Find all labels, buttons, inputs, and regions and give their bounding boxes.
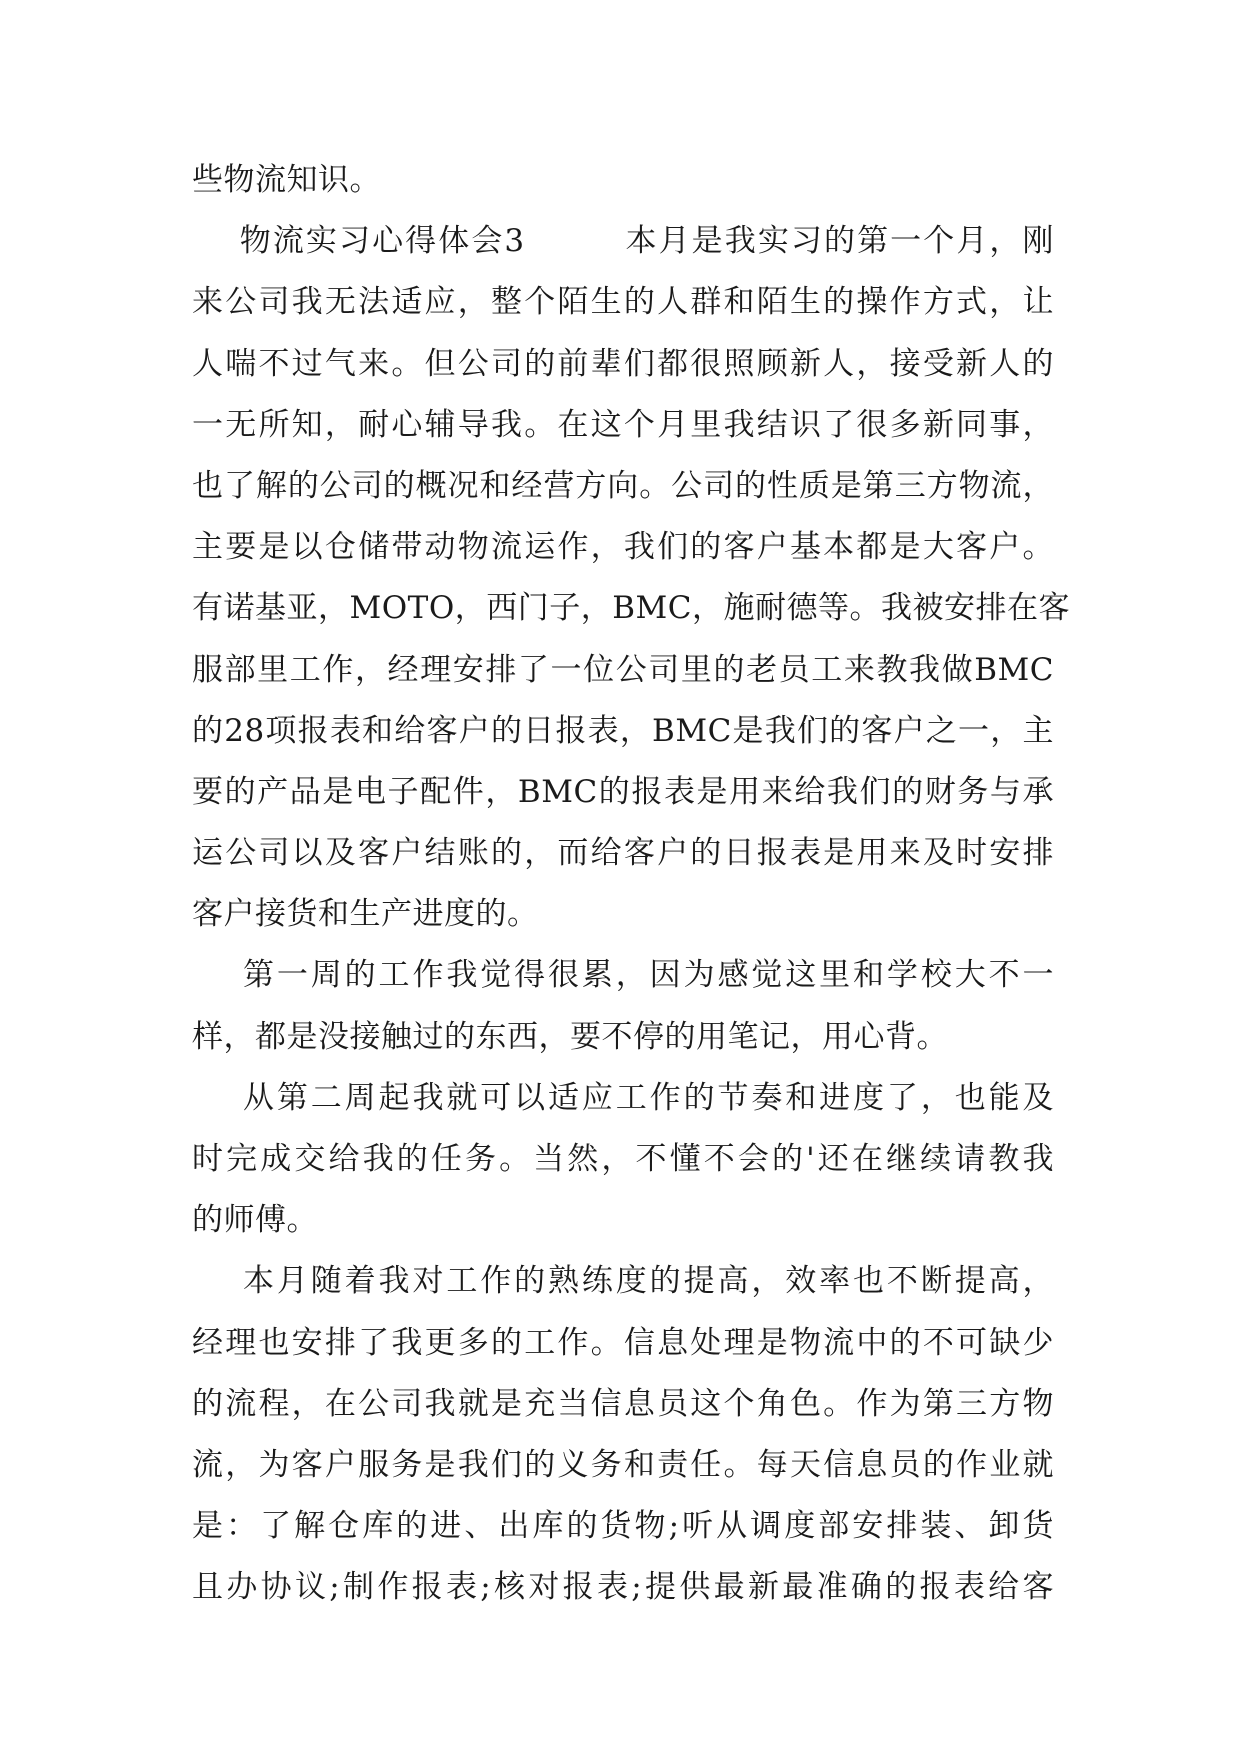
text-line: 是：了解仓库的进、出库的货物;听从调度部安排装、卸货 (192, 1508, 1054, 1545)
text-line: 样，都是没接触过的东西，要不停的用笔记，用心背。 (192, 1018, 948, 1055)
text-line: 的流程，在公司我就是充当信息员这个角色。作为第三方物 (192, 1385, 1054, 1422)
text-line: 客户接货和生产进度的。 (192, 896, 539, 933)
text-line: 且办协议;制作报表;核对报表;提供最新最准确的报表给客 (192, 1569, 1054, 1606)
text-line: 的师傅。 (192, 1202, 318, 1239)
text-line: 来公司我无法适应，整个陌生的人群和陌生的操作方式，让 (192, 284, 1054, 321)
text-line: 的28项报表和给客户的日报表，BMC是我们的客户之一，主 (192, 712, 1054, 749)
text-line: 也了解的公司的概况和经营方向。公司的性质是第三方物流， (192, 467, 1054, 504)
text-line: 时完成交给我的任务。当然，不懂不会的'还在继续请教我 (192, 1141, 1054, 1177)
text-line: 些物流知识。 (192, 162, 381, 198)
document-body-text (192, 150, 1070, 1619)
text-line: 有诺基亚，MOTO，西门子，BMC，施耐德等。我被安排在客 (192, 590, 1070, 627)
text-line: 服部里工作，经理安排了一位公司里的老员工来教我做BMC (192, 651, 1054, 688)
text-line: 运公司以及客户结账的，而给客户的日报表是用来及时安排 (192, 835, 1054, 872)
text-line: 经理也安排了我更多的工作。信息处理是物流中的不可缺少 (192, 1324, 1054, 1361)
text-line: 第一周的工作我觉得很累，因为感觉这里和学校大不一 (192, 957, 1054, 994)
text-line: 流，为客户服务是我们的义务和责任。每天信息员的作业就 (192, 1446, 1054, 1483)
text-line: 本月随着我对工作的熟练度的提高，效率也不断提高， (192, 1263, 1054, 1300)
text-line: 从第二周起我就可以适应工作的节奏和进度了，也能及 (192, 1079, 1054, 1116)
text-line: 主要是以仓储带动物流运作，我们的客户基本都是大客户。 (192, 529, 1054, 566)
text-line: 物流实习心得体会3 本月是我实习的第一个月，刚 (192, 223, 1054, 260)
text-line: 一无所知，耐心辅导我。在这个月里我结识了很多新同事， (192, 406, 1054, 443)
text-line: 人喘不过气来。但公司的前辈们都很照顾新人，接受新人的 (192, 345, 1054, 382)
text-line: 要的产品是电子配件，BMC的报表是用来给我们的财务与承 (192, 773, 1054, 810)
